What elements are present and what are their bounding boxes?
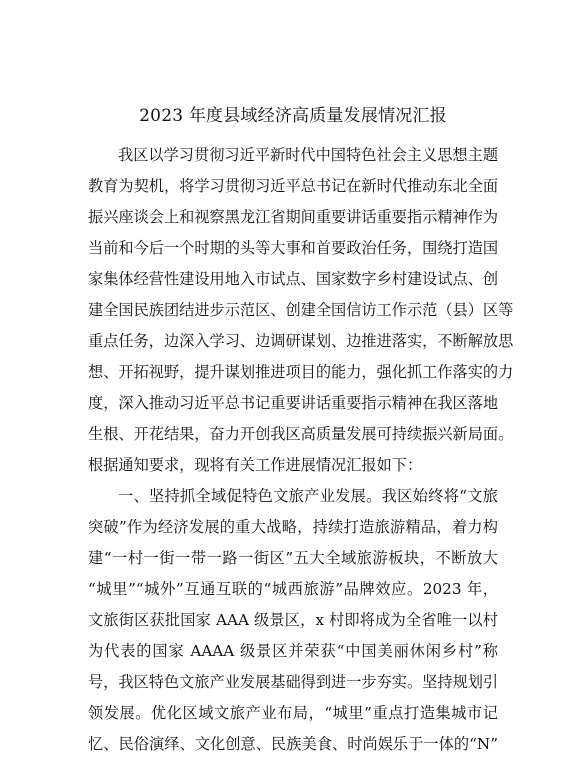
paragraph-line: 家集体经营性建设用地入市试点、国家数字乡村建设试点、创 <box>88 270 499 288</box>
paragraph-line: 当前和今后一个时期的头等大事和首要政治任务，围绕打造国 <box>88 239 499 257</box>
paragraph-line: 领发展。优化区域文旅产业布局，“城里”重点打造集城市记 <box>88 704 498 722</box>
paragraph-line: 重点任务，边深入学习、边调研谋划、边推进落实，不断解放思 <box>88 332 514 350</box>
paragraph-line: 生根、开花结果，奋力开创我区高质量发展可持续振兴新局面。 <box>88 425 514 443</box>
paragraph-line: “城里”“城外”互通互联的“城西旅游”品牌效应。2023 年， <box>88 580 498 598</box>
paragraph-line: 我区以学习贯彻习近平新时代中国特色社会主义思想主题 <box>118 146 498 164</box>
paragraph-line: 建“一村一街一带一路一街区”五大全域旅游板块，不断放大 <box>88 549 498 567</box>
paragraph-line: 号，我区特色文旅产业发展基础得到进一步夯实。坚持规划引 <box>88 673 499 691</box>
paragraph-line: 想、开拓视野，提升谋划推进项目的能力，强化抓工作落实的力 <box>88 363 514 381</box>
paragraph-line: 为代表的国家 AAAA 级景区并荣获“中国美丽休闲乡村”称 <box>88 642 498 660</box>
paragraph-line: 突破”作为经济发展的重大战略，持续打造旅游精品，着力构 <box>88 518 498 536</box>
document-title: 2023 年度县域经济高质量发展情况汇报 <box>139 106 447 126</box>
paragraph-line: 文旅街区获批国家 AAA 级景区，x 村即将成为全省唯一以村 <box>88 611 498 629</box>
paragraph-line: 根据通知要求，现将有关工作进展情况汇报如下： <box>88 456 423 474</box>
paragraph-line: 建全国民族团结进步示范区、创建全国信访工作示范（县）区等 <box>88 301 514 319</box>
paragraph-line: 教育为契机，将学习贯彻习近平总书记在新时代推动东北全面 <box>88 177 499 195</box>
paragraph-line: 振兴座谈会上和视察黑龙江省期间重要讲话重要指示精神作为 <box>88 208 499 226</box>
paragraph-line: 度，深入推动习近平总书记重要讲话重要指示精神在我区落地 <box>88 394 499 412</box>
paragraph-line: 一、坚持抓全域促特色文旅产业发展。我区始终将“文旅 <box>118 487 498 505</box>
paragraph-line: 忆、民俗演绎、文化创意、民族美食、时尚娱乐于一体的“N” <box>88 735 498 753</box>
